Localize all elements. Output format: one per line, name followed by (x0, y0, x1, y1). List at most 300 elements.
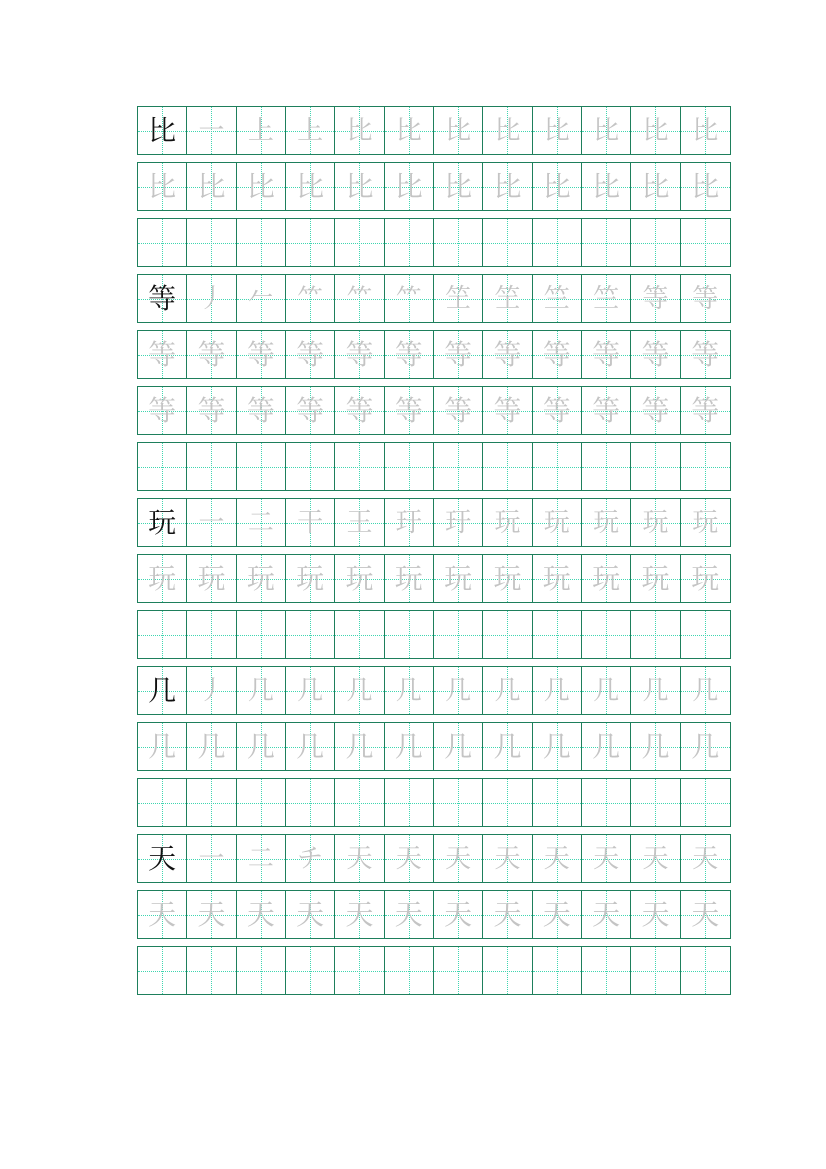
model-character: 等 (148, 281, 177, 315)
trace-character: 竺 (543, 283, 570, 314)
blank-practice-cell[interactable] (385, 947, 434, 994)
practice-row-head (137, 274, 731, 323)
trace-character: 天 (493, 897, 522, 931)
blank-practice-cell[interactable] (237, 611, 286, 658)
trace-character: 几 (444, 729, 473, 763)
model-character: 比 (148, 113, 177, 147)
practice-row-trace (137, 554, 731, 603)
trace-character: 比 (543, 115, 570, 146)
trace-character: 天 (197, 897, 226, 931)
blank-practice-cell[interactable] (533, 611, 582, 658)
blank-practice-cell[interactable] (631, 611, 680, 658)
character-cell (385, 331, 434, 378)
blank-practice-cell[interactable] (631, 443, 680, 490)
blank-practice-cell[interactable] (483, 947, 532, 994)
practice-row-trace (137, 722, 731, 771)
trace-character: 几 (345, 729, 374, 763)
character-cell (385, 387, 434, 434)
trace-character: 天 (444, 897, 473, 931)
trace-character: 比 (148, 169, 177, 203)
blank-practice-cell[interactable] (434, 219, 483, 266)
trace-character: 几 (395, 675, 422, 706)
blank-practice-cell[interactable] (286, 611, 335, 658)
character-cell (138, 163, 187, 210)
blank-practice-cell[interactable] (237, 779, 286, 826)
trace-character: 比 (296, 169, 325, 203)
blank-practice-cell[interactable] (582, 219, 631, 266)
character-cell (631, 387, 680, 434)
blank-practice-cell[interactable] (434, 611, 483, 658)
trace-character: 等 (148, 393, 177, 427)
practice-row-trace (137, 162, 731, 211)
character-cell (533, 163, 582, 210)
character-cell (187, 499, 236, 546)
tianzige-worksheet (137, 106, 731, 1002)
character-cell (533, 499, 582, 546)
blank-practice-cell[interactable] (582, 947, 631, 994)
blank-practice-cell[interactable] (335, 443, 384, 490)
character-cell (582, 499, 631, 546)
trace-character: 丿 (198, 675, 225, 706)
character-cell (385, 107, 434, 154)
practice-row-head (137, 666, 731, 715)
trace-character: 等 (394, 337, 423, 371)
character-cell (631, 555, 680, 602)
trace-character: 王 (346, 507, 373, 538)
character-cell (434, 331, 483, 378)
character-cell (335, 331, 384, 378)
trace-character: 天 (542, 897, 571, 931)
blank-practice-cell[interactable] (237, 443, 286, 490)
character-cell (631, 891, 680, 938)
trace-character: 笁 (445, 283, 472, 314)
blank-practice-cell[interactable] (631, 947, 680, 994)
trace-character: 玩 (148, 561, 177, 595)
trace-character: 等 (296, 393, 325, 427)
practice-row-blank (137, 778, 731, 827)
character-cell (286, 723, 335, 770)
trace-character: 几 (346, 675, 373, 706)
character-cell (286, 275, 335, 322)
trace-character: 玩 (246, 561, 275, 595)
trace-character: 几 (593, 675, 620, 706)
trace-character: 等 (692, 283, 719, 314)
trace-character: 天 (543, 843, 570, 874)
trace-character: 比 (395, 115, 422, 146)
blank-practice-cell[interactable] (187, 219, 236, 266)
character-cell (434, 387, 483, 434)
trace-character: 干 (297, 507, 324, 538)
trace-character: 天 (394, 897, 423, 931)
trace-character: 天 (246, 897, 275, 931)
blank-practice-cell[interactable] (286, 219, 335, 266)
trace-character: 比 (542, 169, 571, 203)
trace-character: 比 (445, 115, 472, 146)
character-cell (138, 387, 187, 434)
character-cell (483, 555, 532, 602)
blank-practice-cell[interactable] (286, 443, 335, 490)
character-cell (483, 499, 532, 546)
character-cell (631, 835, 680, 882)
trace-character: 几 (246, 729, 275, 763)
character-cell (582, 163, 631, 210)
character-cell (533, 107, 582, 154)
blank-practice-cell[interactable] (138, 947, 187, 994)
trace-character: 天 (445, 843, 472, 874)
character-cell (533, 331, 582, 378)
trace-character: 上 (297, 115, 324, 146)
blank-practice-cell[interactable] (385, 219, 434, 266)
character-cell (582, 331, 631, 378)
trace-character: 比 (444, 169, 473, 203)
practice-row-blank (137, 610, 731, 659)
character-cell (187, 835, 236, 882)
blank-practice-cell[interactable] (286, 779, 335, 826)
blank-practice-cell[interactable] (681, 443, 730, 490)
trace-character: ⺮ (297, 283, 324, 314)
trace-character: 𠂉 (247, 283, 274, 314)
blank-practice-cell[interactable] (681, 219, 730, 266)
trace-character: 等 (691, 337, 720, 371)
trace-character: 玗 (445, 507, 472, 538)
blank-practice-cell[interactable] (434, 947, 483, 994)
character-cell (582, 107, 631, 154)
character-cell (286, 163, 335, 210)
character-cell (187, 723, 236, 770)
blank-practice-cell[interactable] (582, 443, 631, 490)
blank-practice-cell[interactable] (335, 611, 384, 658)
character-cell (237, 555, 286, 602)
character-cell (286, 331, 335, 378)
character-cell (138, 275, 187, 322)
trace-character: 等 (345, 337, 374, 371)
trace-character: 天 (692, 843, 719, 874)
character-cell (582, 387, 631, 434)
trace-character: 几 (641, 729, 670, 763)
blank-practice-cell[interactable] (533, 947, 582, 994)
character-cell (335, 555, 384, 602)
trace-character: 玩 (641, 561, 670, 595)
trace-character: 比 (593, 115, 620, 146)
character-cell (582, 891, 631, 938)
character-cell (385, 163, 434, 210)
trace-character: 等 (246, 337, 275, 371)
blank-practice-cell[interactable] (138, 219, 187, 266)
practice-row-blank (137, 218, 731, 267)
blank-practice-cell[interactable] (533, 219, 582, 266)
practice-row-head (137, 498, 731, 547)
trace-character: 天 (494, 843, 521, 874)
trace-character: 比 (641, 169, 670, 203)
blank-practice-cell[interactable] (237, 947, 286, 994)
blank-practice-cell[interactable] (335, 779, 384, 826)
character-cell (138, 667, 187, 714)
blank-practice-cell[interactable] (483, 611, 532, 658)
trace-character: 等 (641, 393, 670, 427)
trace-character: 几 (297, 675, 324, 706)
trace-character: 玩 (542, 561, 571, 595)
blank-practice-cell[interactable] (187, 443, 236, 490)
character-cell (434, 723, 483, 770)
trace-character: 等 (444, 337, 473, 371)
character-cell (237, 499, 286, 546)
trace-character: 等 (542, 393, 571, 427)
character-cell (631, 275, 680, 322)
character-cell (483, 163, 532, 210)
practice-row-blank (137, 946, 731, 995)
trace-character: 玩 (691, 561, 720, 595)
trace-character: 天 (148, 897, 177, 931)
practice-row-head (137, 834, 731, 883)
character-cell (681, 667, 730, 714)
character-cell (187, 555, 236, 602)
blank-practice-cell[interactable] (483, 779, 532, 826)
blank-practice-cell[interactable] (483, 219, 532, 266)
character-cell (681, 499, 730, 546)
trace-character: 玩 (642, 507, 669, 538)
trace-character: 玩 (493, 561, 522, 595)
trace-character: 玩 (592, 561, 621, 595)
character-cell (533, 723, 582, 770)
trace-character: 等 (642, 283, 669, 314)
trace-character: 天 (395, 843, 422, 874)
trace-character: 玩 (394, 561, 423, 595)
character-cell (138, 499, 187, 546)
blank-practice-cell[interactable] (582, 611, 631, 658)
trace-character: 玗 (395, 507, 422, 538)
trace-character: 二 (247, 843, 274, 874)
character-cell (187, 387, 236, 434)
character-cell (533, 275, 582, 322)
trace-character: 等 (592, 337, 621, 371)
character-cell (582, 835, 631, 882)
blank-practice-cell[interactable] (533, 779, 582, 826)
trace-character: 等 (246, 393, 275, 427)
character-cell (286, 891, 335, 938)
trace-character: 天 (641, 897, 670, 931)
model-character: 天 (148, 841, 177, 875)
practice-row-trace (137, 890, 731, 939)
blank-practice-cell[interactable] (385, 779, 434, 826)
character-cell (335, 163, 384, 210)
trace-character: 天 (593, 843, 620, 874)
trace-character: 玩 (543, 507, 570, 538)
trace-character: 几 (394, 729, 423, 763)
trace-character: 一 (198, 843, 225, 874)
blank-practice-cell[interactable] (582, 779, 631, 826)
character-cell (483, 107, 532, 154)
blank-practice-cell[interactable] (385, 443, 434, 490)
blank-practice-cell[interactable] (681, 947, 730, 994)
trace-character: 玩 (494, 507, 521, 538)
character-cell (237, 723, 286, 770)
character-cell (138, 891, 187, 938)
trace-character: 几 (543, 675, 570, 706)
model-character: 玩 (148, 505, 177, 539)
trace-character: 几 (494, 675, 521, 706)
blank-practice-cell[interactable] (237, 219, 286, 266)
trace-character: 几 (691, 729, 720, 763)
character-cell (187, 107, 236, 154)
trace-character: 等 (296, 337, 325, 371)
character-cell (385, 499, 434, 546)
trace-character: 几 (247, 675, 274, 706)
trace-character: 等 (691, 393, 720, 427)
character-cell (631, 499, 680, 546)
character-cell (286, 107, 335, 154)
blank-practice-cell[interactable] (681, 611, 730, 658)
character-cell (681, 891, 730, 938)
character-cell (681, 275, 730, 322)
character-cell (237, 107, 286, 154)
character-cell (237, 891, 286, 938)
trace-character: 上 (247, 115, 274, 146)
character-cell (681, 387, 730, 434)
blank-practice-cell[interactable] (335, 947, 384, 994)
character-cell (434, 555, 483, 602)
character-cell (237, 275, 286, 322)
character-cell (286, 499, 335, 546)
trace-character: 比 (246, 169, 275, 203)
character-cell (335, 387, 384, 434)
character-cell (286, 835, 335, 882)
trace-character: 玩 (444, 561, 473, 595)
character-cell (335, 499, 384, 546)
trace-character: 几 (592, 729, 621, 763)
trace-character: 比 (493, 169, 522, 203)
character-cell (138, 555, 187, 602)
character-cell (631, 331, 680, 378)
character-cell (533, 387, 582, 434)
character-cell (582, 555, 631, 602)
trace-character: 比 (642, 115, 669, 146)
character-cell (434, 499, 483, 546)
blank-practice-cell[interactable] (187, 779, 236, 826)
trace-character: 天 (346, 843, 373, 874)
blank-practice-cell[interactable] (631, 779, 680, 826)
character-cell (187, 163, 236, 210)
trace-character: 二 (247, 507, 274, 538)
blank-practice-cell[interactable] (385, 611, 434, 658)
character-cell (483, 723, 532, 770)
trace-character: チ (297, 843, 324, 874)
trace-character: 几 (445, 675, 472, 706)
character-cell (434, 891, 483, 938)
trace-character: 等 (493, 337, 522, 371)
character-cell (434, 107, 483, 154)
trace-character: 天 (642, 843, 669, 874)
trace-character: 一 (198, 115, 225, 146)
character-cell (533, 555, 582, 602)
character-cell (335, 667, 384, 714)
character-cell (286, 387, 335, 434)
character-cell (483, 835, 532, 882)
character-cell (582, 667, 631, 714)
blank-practice-cell[interactable] (138, 611, 187, 658)
character-cell (237, 331, 286, 378)
character-cell (335, 835, 384, 882)
trace-character: 玩 (692, 507, 719, 538)
character-cell (681, 163, 730, 210)
trace-character: ⺮ (346, 283, 373, 314)
character-cell (385, 723, 434, 770)
trace-character: 几 (296, 729, 325, 763)
blank-practice-cell[interactable] (434, 779, 483, 826)
blank-practice-cell[interactable] (483, 443, 532, 490)
character-cell (335, 107, 384, 154)
character-cell (385, 835, 434, 882)
character-cell (533, 891, 582, 938)
character-cell (434, 835, 483, 882)
character-cell (483, 387, 532, 434)
character-cell (237, 387, 286, 434)
blank-practice-cell[interactable] (681, 779, 730, 826)
trace-character: 竺 (593, 283, 620, 314)
trace-character: ⺮ (395, 283, 422, 314)
blank-practice-cell[interactable] (434, 443, 483, 490)
blank-practice-cell[interactable] (631, 219, 680, 266)
character-cell (335, 275, 384, 322)
trace-character: 丿 (198, 283, 225, 314)
trace-character: 等 (592, 393, 621, 427)
character-cell (434, 163, 483, 210)
trace-character: 几 (197, 729, 226, 763)
character-cell (483, 331, 532, 378)
character-cell (237, 835, 286, 882)
blank-practice-cell[interactable] (286, 947, 335, 994)
trace-character: 等 (345, 393, 374, 427)
trace-character: 比 (345, 169, 374, 203)
trace-character: 比 (346, 115, 373, 146)
practice-row-trace (137, 330, 731, 379)
trace-character: 比 (592, 169, 621, 203)
character-cell (681, 555, 730, 602)
trace-character: 等 (542, 337, 571, 371)
blank-practice-cell[interactable] (138, 779, 187, 826)
character-cell (286, 667, 335, 714)
trace-character: 玩 (345, 561, 374, 595)
character-cell (631, 163, 680, 210)
blank-practice-cell[interactable] (187, 611, 236, 658)
character-cell (533, 667, 582, 714)
character-cell (187, 891, 236, 938)
trace-character: 等 (197, 337, 226, 371)
character-cell (187, 331, 236, 378)
trace-character: 玩 (593, 507, 620, 538)
character-cell (681, 723, 730, 770)
trace-character: 等 (641, 337, 670, 371)
trace-character: 天 (592, 897, 621, 931)
trace-character: 等 (197, 393, 226, 427)
character-cell (533, 835, 582, 882)
blank-practice-cell[interactable] (533, 443, 582, 490)
trace-character: 几 (542, 729, 571, 763)
character-cell (187, 667, 236, 714)
character-cell (483, 275, 532, 322)
blank-practice-cell[interactable] (335, 219, 384, 266)
character-cell (187, 275, 236, 322)
trace-character: 天 (691, 897, 720, 931)
character-cell (631, 667, 680, 714)
blank-practice-cell[interactable] (138, 443, 187, 490)
model-character: 几 (148, 673, 177, 707)
trace-character: 几 (148, 729, 177, 763)
character-cell (138, 723, 187, 770)
blank-practice-cell[interactable] (187, 947, 236, 994)
character-cell (237, 667, 286, 714)
character-cell (434, 667, 483, 714)
trace-character: 等 (394, 393, 423, 427)
